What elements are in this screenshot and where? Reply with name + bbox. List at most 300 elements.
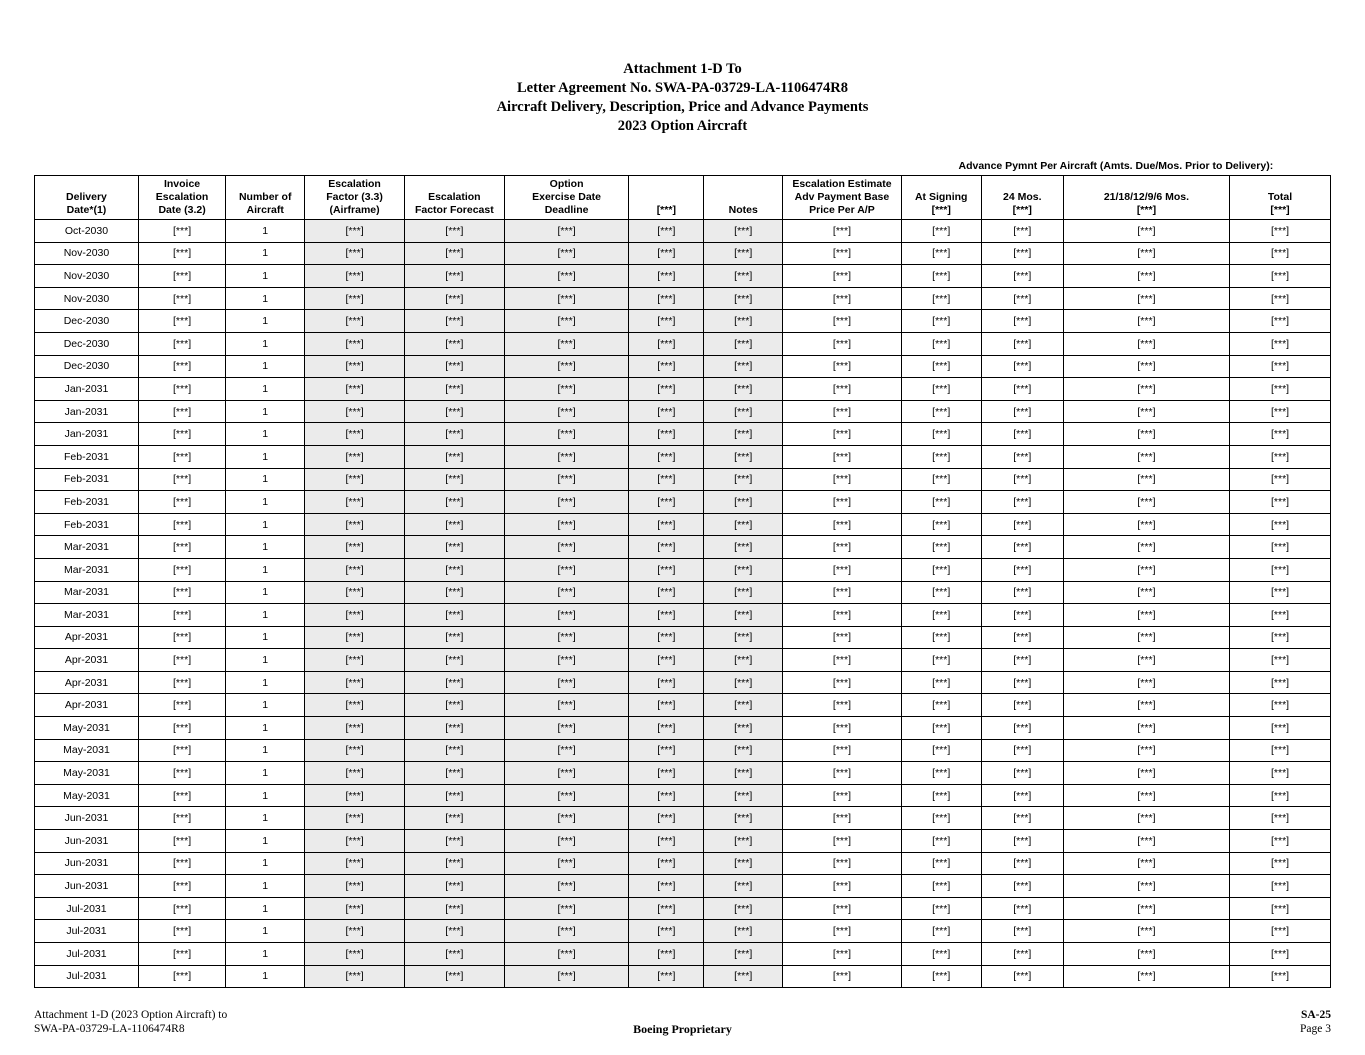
cell-adv-payment-base-price: [***] [783, 671, 902, 694]
cell-invoice-escalation-date: [***] [138, 445, 225, 468]
cell-total: [***] [1230, 491, 1331, 514]
cell-delivery-date: Oct-2030 [35, 220, 139, 243]
cell-notes: [***] [704, 491, 783, 514]
cell-24-mos: [***] [981, 332, 1063, 355]
cell-notes: [***] [704, 558, 783, 581]
table-row [35, 332, 1331, 355]
cell-option-exercise-date-deadline: [***] [504, 332, 629, 355]
cell-number-of-aircraft: 1 [226, 513, 305, 536]
cell-delivery-date: Apr-2031 [35, 649, 139, 672]
cell-21-18-12-9-6-mos: [***] [1063, 943, 1229, 966]
table-row [35, 513, 1331, 536]
cell-notes: [***] [704, 875, 783, 898]
cell-24-mos: [***] [981, 513, 1063, 536]
cell-notes: [***] [704, 965, 783, 988]
cell-at-signing: [***] [901, 310, 981, 333]
cell-24-mos: [***] [981, 378, 1063, 401]
cell-number-of-aircraft: 1 [226, 604, 305, 627]
cell-21-18-12-9-6-mos: [***] [1063, 717, 1229, 740]
cell-number-of-aircraft: 1 [226, 739, 305, 762]
cell-number-of-aircraft: 1 [226, 423, 305, 446]
cell-notes: [***] [704, 671, 783, 694]
cell-redacted: [***] [629, 739, 704, 762]
cell-escalation-factor-airframe: [***] [305, 491, 405, 514]
cell-21-18-12-9-6-mos: [***] [1063, 378, 1229, 401]
cell-option-exercise-date-deadline: [***] [504, 897, 629, 920]
cell-escalation-factor-forecast: [***] [404, 604, 504, 627]
cell-at-signing: [***] [901, 875, 981, 898]
cell-notes: [***] [704, 784, 783, 807]
cell-delivery-date: Apr-2031 [35, 626, 139, 649]
cell-notes: [***] [704, 513, 783, 536]
cell-delivery-date: Jun-2031 [35, 830, 139, 853]
page-title [34, 0, 1331, 136]
cell-total: [***] [1230, 626, 1331, 649]
cell-notes: [***] [704, 717, 783, 740]
cell-option-exercise-date-deadline: [***] [504, 739, 629, 762]
cell-escalation-factor-forecast: [***] [404, 378, 504, 401]
cell-option-exercise-date-deadline: [***] [504, 717, 629, 740]
table-body [35, 220, 1331, 988]
cell-notes: [***] [704, 897, 783, 920]
cell-21-18-12-9-6-mos: [***] [1063, 739, 1229, 762]
cell-redacted: [***] [629, 332, 704, 355]
title-line-1: Attachment 1-D To [623, 61, 742, 77]
cell-at-signing: [***] [901, 626, 981, 649]
cell-at-signing: [***] [901, 717, 981, 740]
cell-delivery-date: Nov-2030 [35, 242, 139, 265]
cell-escalation-factor-airframe: [***] [305, 807, 405, 830]
table-row [35, 355, 1331, 378]
cell-at-signing: [***] [901, 332, 981, 355]
cell-24-mos: [***] [981, 897, 1063, 920]
cell-escalation-factor-airframe: [***] [305, 445, 405, 468]
cell-total: [***] [1230, 265, 1331, 288]
cell-option-exercise-date-deadline: [***] [504, 400, 629, 423]
cell-21-18-12-9-6-mos: [***] [1063, 807, 1229, 830]
cell-number-of-aircraft: 1 [226, 468, 305, 491]
header-redacted-column: [***] [629, 176, 704, 220]
cell-escalation-factor-airframe: [***] [305, 965, 405, 988]
cell-escalation-factor-forecast: [***] [404, 943, 504, 966]
cell-invoice-escalation-date: [***] [138, 332, 225, 355]
cell-redacted: [***] [629, 807, 704, 830]
cell-number-of-aircraft: 1 [226, 717, 305, 740]
cell-redacted: [***] [629, 875, 704, 898]
cell-total: [***] [1230, 400, 1331, 423]
cell-redacted: [***] [629, 784, 704, 807]
cell-21-18-12-9-6-mos: [***] [1063, 671, 1229, 694]
cell-option-exercise-date-deadline: [***] [504, 355, 629, 378]
cell-delivery-date: Jan-2031 [35, 378, 139, 401]
table-row [35, 671, 1331, 694]
cell-at-signing: [***] [901, 852, 981, 875]
cell-24-mos: [***] [981, 491, 1063, 514]
cell-total: [***] [1230, 536, 1331, 559]
cell-invoice-escalation-date: [***] [138, 762, 225, 785]
cell-24-mos: [***] [981, 445, 1063, 468]
cell-21-18-12-9-6-mos: [***] [1063, 581, 1229, 604]
cell-24-mos: [***] [981, 287, 1063, 310]
cell-notes: [***] [704, 694, 783, 717]
header-at-signing: At Signing [***] [901, 176, 981, 220]
cell-redacted: [***] [629, 830, 704, 853]
cell-delivery-date: Jan-2031 [35, 423, 139, 446]
header-escalation-factor-airframe: Escalation Factor (3.3) (Airframe) [305, 176, 405, 220]
cell-option-exercise-date-deadline: [***] [504, 265, 629, 288]
cell-21-18-12-9-6-mos: [***] [1063, 965, 1229, 988]
header-number-of-aircraft: Number of Aircraft [226, 176, 305, 220]
cell-24-mos: [***] [981, 355, 1063, 378]
cell-option-exercise-date-deadline: [***] [504, 852, 629, 875]
cell-at-signing: [***] [901, 468, 981, 491]
cell-escalation-factor-forecast: [***] [404, 400, 504, 423]
header-notes: Notes [704, 176, 783, 220]
cell-option-exercise-date-deadline: [***] [504, 784, 629, 807]
cell-option-exercise-date-deadline: [***] [504, 581, 629, 604]
table-row [35, 920, 1331, 943]
cell-at-signing: [***] [901, 694, 981, 717]
header-advance-payment-group: Advance Pymnt Per Aircraft (Amts. Due/Mos. Prior to Delivery): [901, 158, 1330, 176]
cell-invoice-escalation-date: [***] [138, 604, 225, 627]
cell-escalation-factor-forecast: [***] [404, 784, 504, 807]
cell-number-of-aircraft: 1 [226, 581, 305, 604]
cell-adv-payment-base-price: [***] [783, 220, 902, 243]
cell-24-mos: [***] [981, 649, 1063, 672]
cell-21-18-12-9-6-mos: [***] [1063, 400, 1229, 423]
cell-24-mos: [***] [981, 671, 1063, 694]
cell-escalation-factor-forecast: [***] [404, 965, 504, 988]
cell-adv-payment-base-price: [***] [783, 920, 902, 943]
cell-total: [***] [1230, 445, 1331, 468]
table-row [35, 581, 1331, 604]
cell-at-signing: [***] [901, 784, 981, 807]
cell-adv-payment-base-price: [***] [783, 310, 902, 333]
cell-total: [***] [1230, 378, 1331, 401]
cell-notes: [***] [704, 445, 783, 468]
table-row [35, 310, 1331, 333]
cell-21-18-12-9-6-mos: [***] [1063, 265, 1229, 288]
cell-24-mos: [***] [981, 717, 1063, 740]
cell-option-exercise-date-deadline: [***] [504, 604, 629, 627]
cell-24-mos: [***] [981, 920, 1063, 943]
cell-escalation-factor-airframe: [***] [305, 287, 405, 310]
header-option-exercise-date-deadline: Option Exercise Date Deadline [504, 176, 629, 220]
header-invoice-escalation-date: Invoice Escalation Date (3.2) [138, 176, 225, 220]
cell-escalation-factor-forecast: [***] [404, 739, 504, 762]
cell-escalation-factor-forecast: [***] [404, 649, 504, 672]
cell-at-signing: [***] [901, 355, 981, 378]
cell-option-exercise-date-deadline: [***] [504, 762, 629, 785]
cell-option-exercise-date-deadline: [***] [504, 287, 629, 310]
cell-total: [***] [1230, 310, 1331, 333]
table-row [35, 558, 1331, 581]
table-row [35, 784, 1331, 807]
cell-notes: [***] [704, 830, 783, 853]
cell-total: [***] [1230, 242, 1331, 265]
cell-escalation-factor-forecast: [***] [404, 717, 504, 740]
cell-adv-payment-base-price: [***] [783, 287, 902, 310]
cell-redacted: [***] [629, 920, 704, 943]
cell-at-signing: [***] [901, 491, 981, 514]
cell-redacted: [***] [629, 491, 704, 514]
cell-total: [***] [1230, 897, 1331, 920]
table-row [35, 943, 1331, 966]
cell-number-of-aircraft: 1 [226, 762, 305, 785]
cell-number-of-aircraft: 1 [226, 220, 305, 243]
header-delivery-date: Delivery Date*(1) [35, 176, 139, 220]
cell-option-exercise-date-deadline: [***] [504, 558, 629, 581]
cell-redacted: [***] [629, 694, 704, 717]
cell-delivery-date: Jun-2031 [35, 807, 139, 830]
cell-redacted: [***] [629, 287, 704, 310]
cell-delivery-date: Nov-2030 [35, 287, 139, 310]
cell-total: [***] [1230, 513, 1331, 536]
table-row [35, 875, 1331, 898]
cell-adv-payment-base-price: [***] [783, 513, 902, 536]
cell-escalation-factor-forecast: [***] [404, 830, 504, 853]
cell-redacted: [***] [629, 649, 704, 672]
cell-escalation-factor-forecast: [***] [404, 581, 504, 604]
cell-option-exercise-date-deadline: [***] [504, 378, 629, 401]
cell-number-of-aircraft: 1 [226, 920, 305, 943]
cell-total: [***] [1230, 920, 1331, 943]
cell-option-exercise-date-deadline: [***] [504, 830, 629, 853]
cell-escalation-factor-airframe: [***] [305, 784, 405, 807]
table-row [35, 762, 1331, 785]
cell-redacted: [***] [629, 513, 704, 536]
cell-escalation-factor-forecast: [***] [404, 536, 504, 559]
cell-notes: [***] [704, 852, 783, 875]
cell-delivery-date: May-2031 [35, 717, 139, 740]
cell-21-18-12-9-6-mos: [***] [1063, 694, 1229, 717]
cell-escalation-factor-forecast: [***] [404, 310, 504, 333]
cell-adv-payment-base-price: [***] [783, 739, 902, 762]
footer-sa-number: SA-25 [1300, 1009, 1331, 1021]
cell-delivery-date: Feb-2031 [35, 513, 139, 536]
cell-option-exercise-date-deadline: [***] [504, 807, 629, 830]
page-footer [34, 1008, 1331, 1037]
cell-invoice-escalation-date: [***] [138, 581, 225, 604]
cell-escalation-factor-airframe: [***] [305, 536, 405, 559]
cell-total: [***] [1230, 558, 1331, 581]
cell-escalation-factor-forecast: [***] [404, 355, 504, 378]
table-group-header-row [35, 158, 1331, 176]
footer-page-number: Page 3 [1300, 1023, 1331, 1035]
cell-number-of-aircraft: 1 [226, 897, 305, 920]
cell-total: [***] [1230, 965, 1331, 988]
cell-number-of-aircraft: 1 [226, 287, 305, 310]
cell-total: [***] [1230, 468, 1331, 491]
cell-redacted: [***] [629, 717, 704, 740]
cell-invoice-escalation-date: [***] [138, 626, 225, 649]
table-row [35, 445, 1331, 468]
cell-delivery-date: Jul-2031 [35, 920, 139, 943]
cell-option-exercise-date-deadline: [***] [504, 513, 629, 536]
cell-invoice-escalation-date: [***] [138, 310, 225, 333]
table-row [35, 491, 1331, 514]
cell-21-18-12-9-6-mos: [***] [1063, 445, 1229, 468]
cell-option-exercise-date-deadline: [***] [504, 468, 629, 491]
cell-total: [***] [1230, 649, 1331, 672]
cell-escalation-factor-airframe: [***] [305, 717, 405, 740]
cell-escalation-factor-forecast: [***] [404, 265, 504, 288]
cell-at-signing: [***] [901, 604, 981, 627]
cell-number-of-aircraft: 1 [226, 445, 305, 468]
cell-invoice-escalation-date: [***] [138, 694, 225, 717]
cell-24-mos: [***] [981, 468, 1063, 491]
table-header-row [35, 176, 1331, 220]
cell-delivery-date: Jul-2031 [35, 965, 139, 988]
cell-notes: [***] [704, 536, 783, 559]
cell-total: [***] [1230, 852, 1331, 875]
cell-option-exercise-date-deadline: [***] [504, 310, 629, 333]
table-row [35, 242, 1331, 265]
cell-invoice-escalation-date: [***] [138, 265, 225, 288]
cell-adv-payment-base-price: [***] [783, 852, 902, 875]
cell-21-18-12-9-6-mos: [***] [1063, 220, 1229, 243]
cell-at-signing: [***] [901, 943, 981, 966]
cell-notes: [***] [704, 355, 783, 378]
cell-invoice-escalation-date: [***] [138, 739, 225, 762]
cell-redacted: [***] [629, 558, 704, 581]
cell-total: [***] [1230, 717, 1331, 740]
cell-escalation-factor-forecast: [***] [404, 807, 504, 830]
cell-delivery-date: Dec-2030 [35, 310, 139, 333]
cell-invoice-escalation-date: [***] [138, 897, 225, 920]
cell-total: [***] [1230, 332, 1331, 355]
cell-invoice-escalation-date: [***] [138, 220, 225, 243]
cell-delivery-date: Mar-2031 [35, 536, 139, 559]
cell-24-mos: [***] [981, 581, 1063, 604]
cell-delivery-date: Mar-2031 [35, 558, 139, 581]
cell-escalation-factor-airframe: [***] [305, 739, 405, 762]
cell-option-exercise-date-deadline: [***] [504, 423, 629, 446]
cell-option-exercise-date-deadline: [***] [504, 649, 629, 672]
cell-adv-payment-base-price: [***] [783, 784, 902, 807]
cell-adv-payment-base-price: [***] [783, 875, 902, 898]
cell-notes: [***] [704, 310, 783, 333]
cell-notes: [***] [704, 943, 783, 966]
cell-escalation-factor-forecast: [***] [404, 332, 504, 355]
cell-delivery-date: Jun-2031 [35, 875, 139, 898]
cell-21-18-12-9-6-mos: [***] [1063, 604, 1229, 627]
header-24-mos: 24 Mos. [***] [981, 176, 1063, 220]
cell-invoice-escalation-date: [***] [138, 784, 225, 807]
cell-delivery-date: Feb-2031 [35, 491, 139, 514]
cell-number-of-aircraft: 1 [226, 265, 305, 288]
cell-adv-payment-base-price: [***] [783, 717, 902, 740]
cell-21-18-12-9-6-mos: [***] [1063, 784, 1229, 807]
cell-escalation-factor-forecast: [***] [404, 626, 504, 649]
cell-escalation-factor-forecast: [***] [404, 423, 504, 446]
footer-left-line-1: Attachment 1-D (2023 Option Aircraft) to [34, 1009, 228, 1021]
cell-option-exercise-date-deadline: [***] [504, 694, 629, 717]
cell-adv-payment-base-price: [***] [783, 694, 902, 717]
cell-delivery-date: May-2031 [35, 784, 139, 807]
cell-24-mos: [***] [981, 943, 1063, 966]
table-row [35, 604, 1331, 627]
cell-24-mos: [***] [981, 762, 1063, 785]
cell-total: [***] [1230, 807, 1331, 830]
cell-number-of-aircraft: 1 [226, 830, 305, 853]
cell-escalation-factor-forecast: [***] [404, 558, 504, 581]
cell-at-signing: [***] [901, 242, 981, 265]
cell-adv-payment-base-price: [***] [783, 581, 902, 604]
cell-redacted: [***] [629, 536, 704, 559]
cell-adv-payment-base-price: [***] [783, 965, 902, 988]
cell-delivery-date: Dec-2030 [35, 332, 139, 355]
cell-invoice-escalation-date: [***] [138, 920, 225, 943]
cell-escalation-factor-forecast: [***] [404, 875, 504, 898]
cell-21-18-12-9-6-mos: [***] [1063, 830, 1229, 853]
cell-24-mos: [***] [981, 604, 1063, 627]
cell-invoice-escalation-date: [***] [138, 355, 225, 378]
cell-at-signing: [***] [901, 649, 981, 672]
cell-escalation-factor-forecast: [***] [404, 897, 504, 920]
cell-delivery-date: Feb-2031 [35, 445, 139, 468]
cell-24-mos: [***] [981, 265, 1063, 288]
cell-escalation-factor-airframe: [***] [305, 581, 405, 604]
cell-escalation-factor-airframe: [***] [305, 468, 405, 491]
cell-at-signing: [***] [901, 220, 981, 243]
cell-escalation-factor-airframe: [***] [305, 694, 405, 717]
cell-escalation-factor-forecast: [***] [404, 287, 504, 310]
cell-delivery-date: Mar-2031 [35, 604, 139, 627]
cell-escalation-factor-forecast: [***] [404, 468, 504, 491]
cell-escalation-factor-airframe: [***] [305, 310, 405, 333]
cell-escalation-factor-airframe: [***] [305, 265, 405, 288]
header-escalation-factor-forecast: Escalation Factor Forecast [404, 176, 504, 220]
cell-escalation-factor-forecast: [***] [404, 920, 504, 943]
cell-invoice-escalation-date: [***] [138, 468, 225, 491]
cell-redacted: [***] [629, 445, 704, 468]
cell-notes: [***] [704, 265, 783, 288]
cell-notes: [***] [704, 649, 783, 672]
cell-notes: [***] [704, 581, 783, 604]
cell-21-18-12-9-6-mos: [***] [1063, 310, 1229, 333]
cell-escalation-factor-airframe: [***] [305, 626, 405, 649]
cell-number-of-aircraft: 1 [226, 694, 305, 717]
cell-adv-payment-base-price: [***] [783, 897, 902, 920]
cell-escalation-factor-airframe: [***] [305, 852, 405, 875]
cell-redacted: [***] [629, 626, 704, 649]
cell-total: [***] [1230, 943, 1331, 966]
cell-escalation-factor-airframe: [***] [305, 242, 405, 265]
cell-invoice-escalation-date: [***] [138, 242, 225, 265]
cell-invoice-escalation-date: [***] [138, 943, 225, 966]
cell-escalation-factor-airframe: [***] [305, 423, 405, 446]
cell-number-of-aircraft: 1 [226, 355, 305, 378]
cell-invoice-escalation-date: [***] [138, 717, 225, 740]
table-row [35, 468, 1331, 491]
cell-total: [***] [1230, 784, 1331, 807]
cell-number-of-aircraft: 1 [226, 875, 305, 898]
cell-adv-payment-base-price: [***] [783, 332, 902, 355]
cell-invoice-escalation-date: [***] [138, 830, 225, 853]
cell-notes: [***] [704, 423, 783, 446]
cell-number-of-aircraft: 1 [226, 332, 305, 355]
table-row [35, 287, 1331, 310]
cell-24-mos: [***] [981, 694, 1063, 717]
cell-adv-payment-base-price: [***] [783, 807, 902, 830]
cell-adv-payment-base-price: [***] [783, 604, 902, 627]
title-line-4: 2023 Option Aircraft [617, 118, 748, 134]
cell-redacted: [***] [629, 604, 704, 627]
cell-escalation-factor-forecast: [***] [404, 220, 504, 243]
cell-at-signing: [***] [901, 536, 981, 559]
cell-option-exercise-date-deadline: [***] [504, 536, 629, 559]
